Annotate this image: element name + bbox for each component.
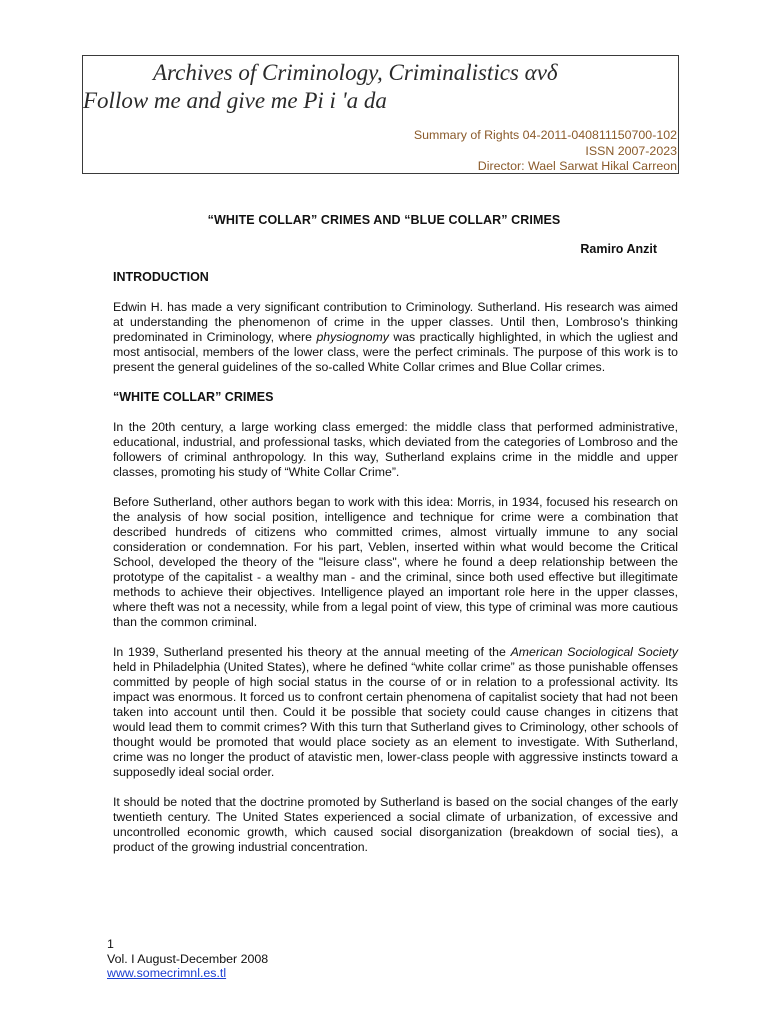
white-collar-paragraph-3: In 1939, Sutherland presented his theory at the annual meeting of the American Sociological Society held in Philadelphia (United States), where he defined “white collar crime” as those punishable offenses committed by people of high social status in the course of or in relation to a professional activity. Its impact was enormous. It forced us to confront certain phenomena of capitalist society that had not been taken into account until then. Could it be possible that society could cause changes in citizens that would lead them to commit crimes? With this turn that Sutherland gives to Criminology, other schools of thought would be promoted that would place society as an element to investigate. With Sutherland, crime was no longer the product of atavistic men, lower-class people with aggressive instincts toward a supposedly ideal social order. — [113, 645, 678, 779]
emphasis-society-name: American Sociological Society — [510, 645, 678, 659]
journal-meta — [414, 128, 677, 175]
volume-info: Vol. I August-December 2008 — [107, 951, 269, 966]
white-collar-paragraph-2: Before Sutherland, other authors began to work with this idea: Morris, in 1934, focused his research on the analysis of how social position, intelligence and technique for crime were a combination that described hundreds of citizens who committed crimes, almost virtually immune to any social consideration or condemnation. For his part, Veblen, inserted within what would become the Critical School, developed the theory of the "leisure class", where he found a deep relationship between the prototype of the capitalist - a wealthy man - and the criminal, since both used effective but illegitimate methods to achieve their objectives. Intelligence played an important role here in the upper classes, where theft was not a necessity, while from a legal point of view, this type of criminal was more cautious than the common criminal. — [113, 495, 678, 629]
journal-title-line2: Follow me and give me Pi i 'a da — [83, 88, 387, 113]
white-collar-heading: “WHITE COLLAR” CRIMES — [113, 390, 274, 404]
issn: ISSN 2007-2023 — [585, 143, 677, 158]
website-link[interactable]: www.somecrimnl.es.tl — [107, 966, 227, 980]
rights-summary: Summary of Rights 04-2011-040811150700-102 — [413, 128, 677, 142]
page-footer — [107, 937, 268, 981]
page-number: 1 — [107, 937, 114, 951]
article-body — [113, 270, 678, 870]
journal-title-line1: Archives of Criminology, Criminalistics ανδ — [153, 60, 558, 85]
white-collar-paragraph-1: In the 20th century, a large working class emerged: the middle class that performed administrative, educational, industrial, and professional tasks, which deviated from the categories of Lombroso and the followers of criminal anthropology. In this way, Sutherland explains crime in the middle and upper classes, promoting his study of “White Collar Crime”. — [113, 420, 678, 479]
article-title: “WHITE COLLAR” CRIMES AND “BLUE COLLAR” CRIMES — [207, 213, 561, 227]
intro-paragraph: Edwin H. has made a very significant contribution to Criminology. Sutherland. His research was aimed at understanding the phenomenon of crime in the upper classes. Until then, Lombroso's thinking predominated in Criminology, where physiognomy was practically highlighted, in which the ugliest and most antisocial, members of the lower class, were the perfect criminals. The purpose of this work is to present the general guidelines of the so-called White Collar crimes and Blue Collar crimes. — [113, 300, 678, 374]
intro-heading: INTRODUCTION — [113, 270, 209, 284]
journal-masthead — [82, 55, 679, 174]
emphasis-physiognomy: physiognomy — [316, 330, 389, 344]
article-author: Ramiro Anzit — [580, 242, 657, 256]
white-collar-paragraph-4: It should be noted that the doctrine promoted by Sutherland is based on the social changes of the early twentieth century. The United States experienced a social climate of urbanization, of excessive and uncontrolled economic growth, which caused social disorganization (breakdown of social ties), a product of the growing industrial concentration. — [113, 795, 678, 854]
director: Director: Wael Sarwat Hikal Carreon — [477, 159, 677, 173]
